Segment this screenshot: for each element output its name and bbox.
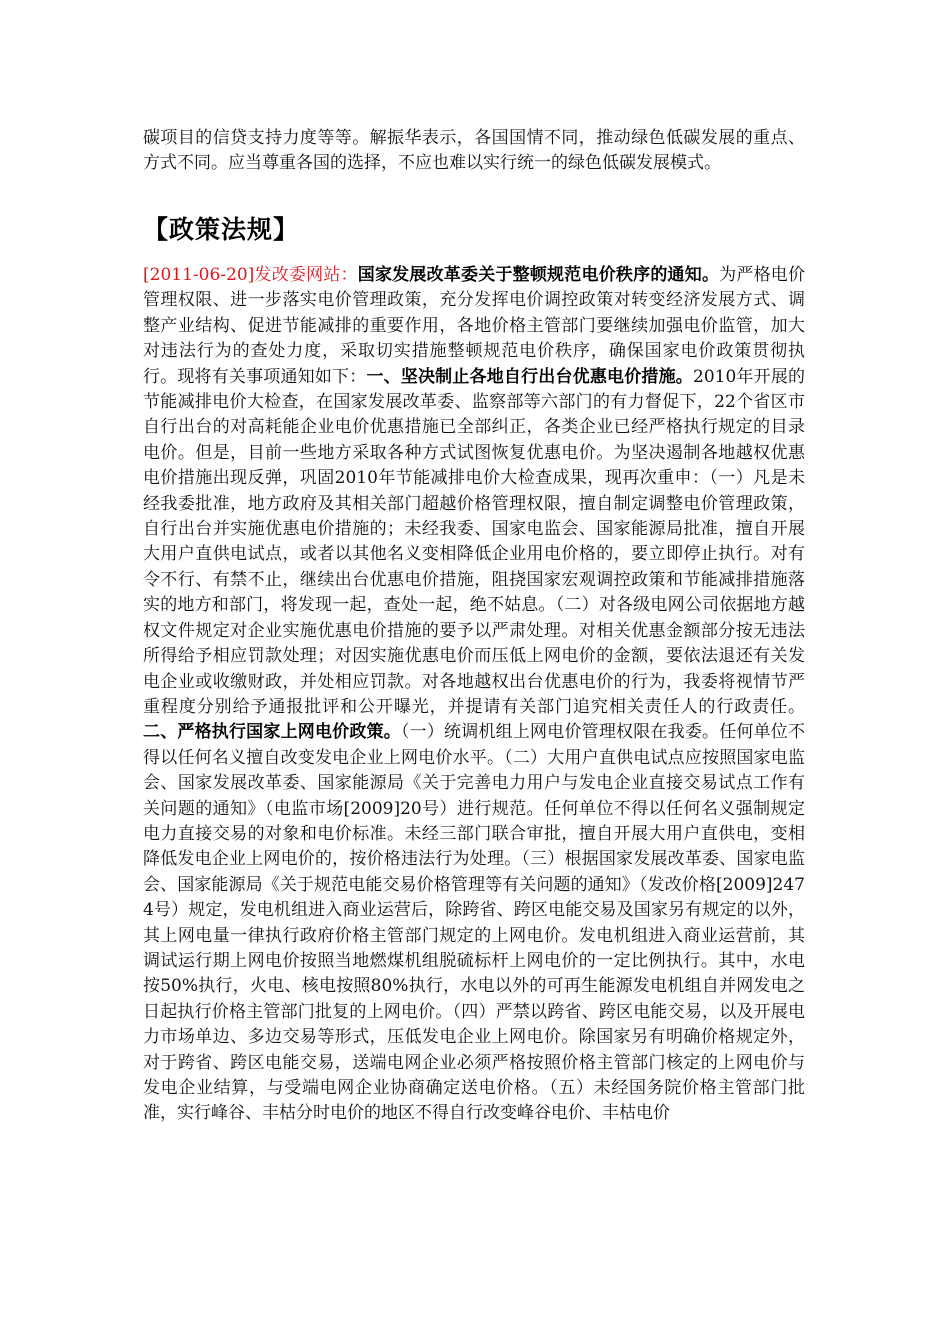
article-body-2: 2010年开展的节能减排电价大检查，在国家发展改革委、监察部等六部门的有力督促下，22个省区市自行出台的对高耗能企业电价优惠措施已全部纠正，各类企业已经严格执行规定的目录电价。但是，目前一些地方采取各种方式试图恢复优惠电价。为坚决遏制各地越权优惠电价措施出现反弹，巩固2010年节能减排电价大检查成果，现再次重申：（一）凡是未经我委批准，地方政府及其相关部门超越价格管理权限，擅自制定调整电价管理政策，自行出台并实施优惠电价措施的；未经我委、国家电监会、国家能源局批准，擅自开展大用户直供电试点，或者以其他名义变相降低企业用电价格的，要立即停止执行。对有令不行、有禁不止，继续出台优惠电价措施，阻挠国家宏观调控政策和节能减排措施落实的地方和部门，将发现一起，查处一起，绝不姑息。（二）对各级电网公司依据地方越权文件规定对企业实施优惠电价措施的要予以严肃处理。对相关优惠金额部分按无违法所得给予相应罚款处理；对因实施优惠电价而压低上网电价的金额，要依法退还有关发电企业或收缴财政，并处相应罚款。对各地越权出台优惠电价的行为，我委将视情节严重程度分别给予通报批评和公开曝光，并提请有关部门追究相关责任人的行政责任。	[143, 366, 806, 717]
section-heading: 【政策法规】	[143, 215, 300, 244]
intro-paragraph: 碳项目的信贷支持力度等等。解振华表示，各国国情不同，推动绿色低碳发展的重点、方式不同。应当尊重各国的选择，不应也难以实行统一的绿色低碳发展模式。	[143, 128, 805, 174]
article-title: 国家发展改革委关于整顿规范电价秩序的通知。	[357, 265, 720, 285]
article-source-tag: [2011-06-20]发改委网站：	[143, 265, 358, 285]
article-paragraph	[143, 263, 805, 1127]
article-body-3: （一）统调机组上网电价管理权限在我委。任何单位不得以任何名义擅自改变发电企业上网电价水平。（二）大用户直供电试点应按照国家电监会、国家发展改革委、国家能源局《关于完善电力用户与发电企业直接交易试点工作有关问题的通知》（电监市场[2009]20号）进行规范。任何单位不得以任何名义强制规定电力直接交易的对象和电价标准。未经三部门联合审批，擅自开展大用户直供电，变相降低发电企业上网电价的，按价格违法行为处理。（三）根据国家发展改革委、国家电监会、国家能源局《关于规范电能交易价格管理等有关问题的通知》（发改价格[2009]2474号）规定，发电机组进入商业运营后，除跨省、跨区电能交易及国家另有规定的以外，其上网电量一律执行政府价格主管部门规定的上网电价。发电机组进入商业运营前，其调试运行期上网电价按照当地燃煤机组脱硫标杆上网电价的一定比例执行。其中，水电按50%执行，火电、核电按照80%执行，水电以外的可再生能源发电机组自并网发电之日起执行价格主管部门批复的上网电价。（四）严禁以跨省、跨区电能交易，以及开展电力市场单边、多边交易等形式，压低发电企业上网电价。除国家另有明确价格规定外，对于跨省、跨区电能交易，送端电网企业必须严格按照价格主管部门核定的上网电价与发电企业结算，与受端电网企业协商确定送电价格。（五）未经国务院价格主管部门批准，实行峰谷、丰枯分时电价的地区不得自行改变峰谷电价、丰枯电价	[143, 722, 806, 1124]
article-heading-2: 二、严格执行国家上网电价政策。	[143, 722, 401, 743]
article-body-1: 为严格电价管理权限、进一步落实电价管理政策，充分发挥电价调控政策对转变经济发展方式、调整产业结构、促进节能减排的重要作用，各地价格主管部门要继续加强电价监管，加大对违法行为的查处力度，采取切实措施整顿规范电价秩序，确保国家电价政策贯彻执行。现将有关事项通知如下：	[143, 265, 806, 387]
article-heading-1: 一、坚决制止各地自行出台优惠电价措施。	[366, 366, 693, 387]
